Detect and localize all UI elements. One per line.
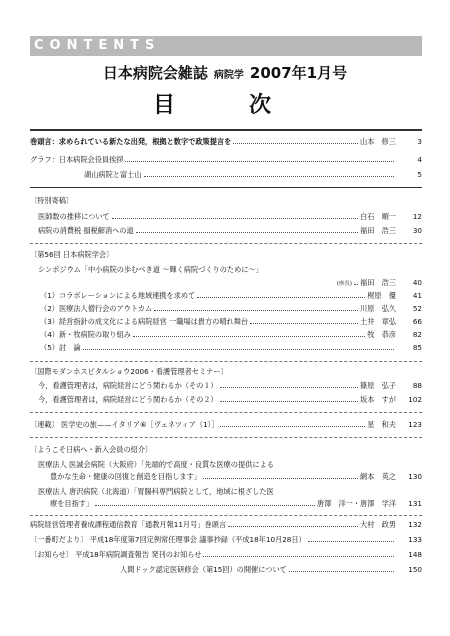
toc-entry-serial[interactable] [30,420,422,430]
toc-entry-author: 牧 恭彦 [367,330,396,339]
leader-dots [83,343,394,350]
toc-entry-author: 福田 浩三 [360,278,396,287]
toc-entry-page: 130 [408,472,422,481]
section-heading-congress: 〔第56回 日本病院学会〕 [30,250,114,259]
toc-entry[interactable] [30,291,422,301]
toc-entry[interactable] [30,212,422,222]
leader-dots [233,137,358,144]
toc-entry[interactable] [30,395,422,405]
toc-entry-page: 52 [412,304,422,313]
toc-entry[interactable] [30,499,422,509]
magazine-header [0,62,450,83]
leader-dots [197,291,365,298]
section-divider [30,361,422,362]
toc-entry-author: 坂本 すが [360,395,396,404]
section-divider [30,412,422,413]
toc-entry[interactable] [30,226,422,236]
magazine-name: 日本病院会雑誌 [102,64,208,82]
toc-entry-author: 川原 弘久 [360,304,396,313]
toc-entry-label: グラフ：日本病院会役員挨拶 [30,155,124,164]
toc-entry-page: 5 [417,170,422,179]
toc-entry-label: 〔お知らせ〕 平成18年病院調査報告 発刊のお知らせ [30,550,202,559]
leader-dots [125,155,394,162]
leader-dots [220,420,365,427]
toc-entry-page: 148 [408,550,422,559]
toc-entry-label: 人間ドック認定医研修会（第15回）の開催について [120,565,287,574]
leader-dots [228,520,358,527]
leader-dots [144,170,394,177]
issue-date: 2007年1月号 [249,64,348,82]
section-heading-special: 〔特別寄稿〕 [30,196,74,205]
toc-entry-page: 3 [417,137,422,146]
toc-entry-label: (座長) [336,281,353,287]
toc-entry-label: （5）討 論 [40,343,81,352]
toc-entry-page: 123 [408,420,422,429]
toc-entry[interactable] [30,381,422,391]
toc-entry-page: 30 [412,226,422,235]
toc-entry-page: 66 [412,317,422,326]
toc-entry-label: 病院の消費税 損税解消への道 [38,226,134,235]
section-divider [30,243,422,244]
leader-dots [154,304,358,311]
toc-entry-label: 豊かな生命・健康の回復と創造を目指します」 [50,472,201,481]
toc-entry[interactable] [30,520,422,530]
toc-entry-page: 102 [408,395,422,404]
toc-entry-symposium[interactable]: シンポジウム「中小病院の歩むべき道 〜輝く病院づくりのために〜」 [38,265,263,274]
toc-entry-label: 療を目指す」 [50,499,94,508]
toc-entry-label: （4）新・牧病院の取り組み [40,330,131,339]
toc-entry-foreword[interactable] [30,137,422,147]
toc-entry-page: 4 [417,155,422,164]
toc-entry-author: 土井 章弘 [360,317,396,326]
toc-entry-member-1[interactable]: 医療法人 医誠会病院（大阪府）「先端的で高度・良質な医療の提供による [38,460,274,469]
contents-banner [30,36,422,56]
toc-entry-page: 41 [412,291,422,300]
section-divider [30,187,422,188]
toc-entry-label: 湖山病院と富士山 [84,170,142,179]
toc-entry-author: 梶原 優 [367,291,396,300]
toc-entry-page: 88 [412,381,422,390]
section-divider [30,515,422,516]
leader-dots [308,535,394,542]
title-divider [30,129,422,131]
toc-entry-graph-2[interactable] [30,170,422,180]
toc-entry[interactable] [30,278,422,289]
leader-dots [136,226,358,233]
toc-entry-author: 福田 浩三 [360,226,396,235]
toc-entry-author: 篠原 弘子 [360,381,396,390]
toc-entry-author: 星 和夫 [367,420,396,429]
toc-entry-label: （2）医療法人僧行会のアウトカム [40,304,153,313]
toc-entry-label: 巻頭言：求められている新たな出発，根拠と数字で政策提言を [30,137,232,146]
toc-entry-label: 今，看護管理者は，病院経営にどう関わるか（その２） [38,395,218,404]
toc-entry-page: 150 [408,565,422,574]
toc-entry-page: 85 [412,343,422,352]
leader-dots [220,381,358,388]
toc-entry-page: 82 [412,330,422,339]
contents-banner-text: CONTENTS [34,38,161,53]
leader-dots [112,212,358,219]
toc-entry-page: 12 [412,212,422,221]
toc-entry[interactable] [30,535,422,545]
page-title: 目 次 [152,93,297,118]
leader-dots [203,472,358,479]
leader-dots [250,317,358,324]
toc-entry-graph[interactable] [30,155,422,165]
section-heading-seminar: 〔国際モダンホスピタルショウ2006・看護管理者セミナー〕 [30,367,228,376]
toc-entry[interactable] [30,304,422,314]
section-divider [30,437,422,438]
toc-entry-page: 131 [408,499,422,508]
toc-entry-page: 40 [412,278,422,287]
toc-entry[interactable] [30,565,422,575]
toc-entry-author: 唐澤 洋一・唐澤 学洋 [316,499,396,508]
toc-entry[interactable] [30,330,422,340]
leader-dots [354,278,358,285]
leader-dots [289,565,394,572]
toc-entry[interactable] [30,317,422,327]
toc-entry-page: 132 [408,520,422,529]
toc-entry-page: 133 [408,535,422,544]
toc-entry-member-2[interactable]: 医療法人 唐沢病院（北海道）「胃腸科専門病院として，地域に根ざした医 [38,487,274,496]
toc-entry-label: 〔連載〕 医学史の旅——イタリア⑥［ヴェネツィア（1）］ [30,420,219,429]
toc-entry-author: 白石 順一 [360,212,396,221]
toc-entry-label: （1）コラボレーションによる地域連携を求めて [40,291,196,300]
leader-dots [95,499,315,506]
toc-entry-label: 〔一番町だより〕 平成18年度第7回定例常任理事会 議事抄録（平成18年10月28日） [30,535,306,544]
toc-entry-label: 医師数の推移について [38,212,110,221]
leader-dots [133,330,365,337]
leader-dots [220,395,358,402]
toc-entry-label: 今，看護管理者は，病院経営にどう関わるか（その１） [38,381,218,390]
toc-entry-author: 網本 英之 [360,472,396,481]
toc-entry-author: 山本 修三 [360,137,396,146]
toc-entry[interactable] [30,550,422,560]
toc-entry[interactable] [30,472,422,482]
toc-entry-label: （3）経営指針の成文化による病院経営 一職場は貴方の晴れ舞台 [40,317,249,326]
toc-entry-label: 病院経営管理者養成課程通信教育「通教月報11月号」巻頭言 [30,520,227,529]
toc-entry[interactable] [30,343,422,353]
section-heading-new-members: 〔ようこそ日病へ・新入会員の紹介〕 [30,445,153,454]
leader-dots [203,550,394,557]
magazine-subtitle: 病院学 [213,70,244,81]
toc-entry-author: 大村 政男 [360,520,396,529]
